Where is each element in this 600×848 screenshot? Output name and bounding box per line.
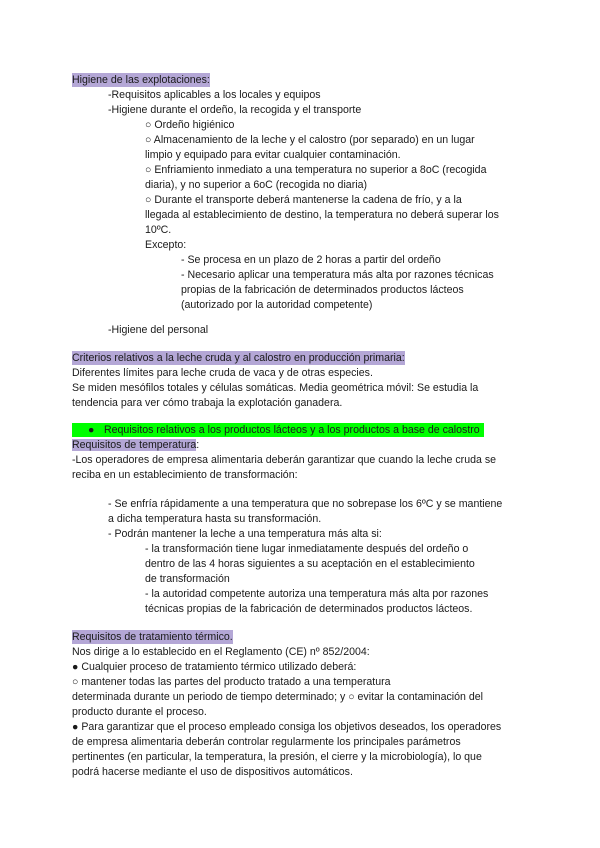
bullet-item: ○ Almacenamiento de la leche y el calostro (por separado) en un lugar	[145, 134, 475, 146]
sub-item-cont: de transformación	[145, 573, 230, 585]
section-heading-higiene: Higiene de las explotaciones:	[72, 74, 210, 86]
section-heading-temperatura	[72, 438, 199, 452]
dash-item: -Requisitos aplicables a los locales y equipos	[108, 89, 321, 101]
green-highlight-heading	[72, 423, 484, 437]
paragraph-line: Se miden mesófilos totales y células somáticas. Media geométrica móvil: Se estudia la	[72, 382, 479, 394]
dash-item: - Se enfría rápidamente a una temperatura que no sobrepase los 6ºC y se mantiene	[108, 498, 503, 510]
paragraph-line: determinada durante un periodo de tiempo determinado; y ○ evitar la contaminación del	[72, 691, 483, 703]
sub-item-cont: dentro de las 4 horas siguientes a su aceptación en el establecimiento	[145, 558, 475, 570]
exception-item-cont: propias de la fabricación de determinados productos lácteos	[181, 284, 464, 296]
paragraph-line: pertinentes (en particular, la temperatura, la presión, el cierre y la microbiología), lo que	[72, 751, 482, 763]
exception-item: - Necesario aplicar una temperatura más alta por razones técnicas	[181, 269, 494, 281]
temperatura-heading-text: Requisitos de temperatura	[72, 439, 197, 451]
bullet-item: ○ Durante el transporte deberá mantenerse la cadena de frío, y a la	[145, 194, 462, 206]
dash-item: -Higiene durante el ordeño, la recogida y el transporte	[108, 104, 362, 116]
dash-item-cont: a dicha temperatura hasta su transformación.	[108, 513, 322, 525]
sub-item: - la transformación tiene lugar inmediatamente después del ordeño o	[145, 543, 469, 555]
excepto-label: Excepto:	[145, 239, 187, 251]
bullet-item-cont: llegada al establecimiento de destino, la temperatura no deberá superar los	[145, 209, 499, 221]
green-heading-text: Requisitos relativos a los productos lácteos y a los productos a base de calostro	[104, 424, 480, 436]
paragraph-line: reciba en un establecimiento de transformación:	[72, 469, 298, 481]
paragraph-line: -Los operadores de empresa alimentaria deberán garantizar que cuando la leche cruda se	[72, 454, 497, 466]
paragraph-line: Diferentes límites para leche cruda de vaca y de otras especies.	[72, 367, 373, 379]
paragraph-line: podrá hacerse mediante el uso de dispositivos automáticos.	[72, 766, 353, 778]
sub-item-cont: técnicas propias de la fabricación de determinados productos lácteos.	[145, 603, 473, 615]
bullet-item-cont: limpio y equipado para evitar cualquier contaminación.	[145, 149, 401, 161]
paragraph-line: ● Cualquier proceso de tratamiento térmico utilizado deberá:	[72, 661, 357, 673]
paragraph-line: de empresa alimentaria deberán controlar regularmente los principales parámetros	[72, 736, 461, 748]
bullet-dot: ●	[88, 424, 95, 436]
bullet-item-cont: 10ºC.	[145, 224, 172, 236]
section-heading-tratamiento: Requisitos de tratamiento térmico.	[72, 631, 233, 643]
paragraph-line: producto durante el proceso.	[72, 706, 207, 718]
dash-item: - Podrán mantener la leche a una temperatura más alta si:	[108, 528, 382, 540]
exception-item-cont: (autorizado por la autoridad competente)	[181, 299, 373, 311]
paragraph-line: ● Para garantizar que el proceso empleado consiga los objetivos deseados, los operadores	[72, 721, 502, 733]
paragraph-line: ○ mantener todas las partes del producto tratado a una temperatura	[72, 676, 391, 688]
bullet-item: ○ Enfriamiento inmediato a una temperatura no superior a 8oC (recogida	[145, 164, 487, 176]
bullet-item: ○ Ordeño higiénico	[145, 119, 235, 131]
heading-colon: :	[196, 439, 200, 451]
exception-item: - Se procesa en un plazo de 2 horas a partir del ordeño	[181, 254, 441, 266]
dash-item: -Higiene del personal	[108, 324, 209, 336]
paragraph-line: tendencia para ver cómo trabaja la explotación ganadera.	[72, 397, 343, 409]
section-heading-criterios: Criterios relativos a la leche cruda y al calostro en producción primaria:	[72, 352, 405, 364]
bullet-item-cont: diaria), y no superior a 6oC (recogida no diaria)	[145, 179, 367, 191]
paragraph-line: Nos dirige a lo establecido en el Reglamento (CE) nº 852/2004:	[72, 646, 370, 658]
sub-item: - la autoridad competente autoriza una temperatura más alta por razones	[145, 588, 489, 600]
